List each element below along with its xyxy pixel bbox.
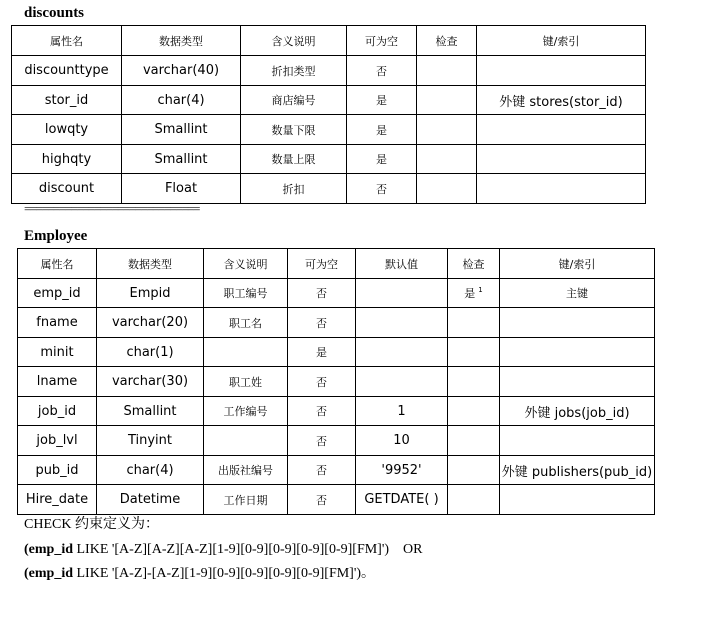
cell-type: char(4) (122, 86, 241, 115)
cell-key (500, 426, 655, 456)
cell-description: 数量下限 (241, 115, 347, 145)
cell-description: 商店编号 (241, 86, 347, 115)
employee-header-row (18, 249, 655, 279)
header-key-index: 键/索引 (477, 26, 646, 56)
cell-nullable: 是 (347, 115, 417, 145)
cell-nullable: 否 (288, 279, 356, 308)
cell-key: 外键 publishers(pub_id) (500, 456, 655, 485)
check-constraint-heading: CHECK 约束定义为： (24, 517, 159, 532)
cell-type: Empid (97, 279, 204, 308)
header-description: 含义说明 (241, 26, 347, 56)
cell-type: varchar(40) (122, 56, 241, 86)
cell-check (448, 308, 500, 338)
cell-nullable: 否 (347, 56, 417, 86)
check-pattern: LIKE '[A-Z][A-Z][A-Z][1-9][0-9][0-9][0-9][0-9][FM]') OR (73, 542, 423, 557)
cell-key (477, 115, 646, 145)
footnote-marker: 1 (478, 286, 483, 295)
cell-description: 出版社编号 (204, 456, 288, 485)
cell-check (417, 115, 477, 145)
table-row (18, 397, 655, 426)
cell-type: Tinyint (97, 426, 204, 456)
cell-type: char(1) (97, 338, 204, 367)
header-check: 检查 (448, 249, 500, 279)
cell-key: 外键 stores(stor_id) (477, 86, 646, 115)
cell-description: 折扣 (241, 174, 347, 204)
cell-name: lowqty (12, 115, 122, 145)
cell-check (448, 397, 500, 426)
cell-name: discount (12, 174, 122, 204)
cell-name: highqty (12, 145, 122, 174)
cell-type: Smallint (97, 397, 204, 426)
cell-description: 职工姓 (204, 367, 288, 397)
cell-nullable: 否 (288, 397, 356, 426)
cell-check (417, 86, 477, 115)
header-check: 检查 (417, 26, 477, 56)
table-row (12, 86, 646, 115)
cell-key: 外键 jobs(job_id) (500, 397, 655, 426)
cell-check (417, 56, 477, 86)
check-constraint-line-2 (24, 565, 375, 583)
cell-name: minit (18, 338, 97, 367)
table-row (12, 115, 646, 145)
cell-key (477, 174, 646, 204)
discounts-header-row (12, 26, 646, 56)
cell-type: varchar(30) (97, 367, 204, 397)
table-row (18, 308, 655, 338)
cell-check (448, 279, 500, 308)
header-nullable: 可为空 (347, 26, 417, 56)
employee-table (17, 248, 655, 515)
cell-key (500, 338, 655, 367)
cell-key (500, 367, 655, 397)
cell-default (356, 338, 448, 367)
check-field: (emp_id (24, 542, 73, 557)
cell-check (448, 367, 500, 397)
cell-type: char(4) (97, 456, 204, 485)
cell-nullable: 否 (288, 485, 356, 515)
cell-description (204, 338, 288, 367)
cell-check (448, 456, 500, 485)
table-row (18, 456, 655, 485)
cell-nullable: 是 (347, 145, 417, 174)
header-data-type: 数据类型 (122, 26, 241, 56)
header-default: 默认值 (356, 249, 448, 279)
cell-key: 主键 (500, 279, 655, 308)
cell-key (500, 485, 655, 515)
cell-default (356, 308, 448, 338)
cell-nullable: 否 (288, 456, 356, 485)
check-field: (emp_id (24, 566, 73, 581)
table-row (12, 145, 646, 174)
table-row (18, 485, 655, 515)
separator-line: ============================== (24, 201, 199, 216)
cell-type: Float (122, 174, 241, 204)
cell-check (448, 485, 500, 515)
header-attribute-name: 属性名 (12, 26, 122, 56)
table-row (18, 426, 655, 456)
cell-name: lname (18, 367, 97, 397)
cell-description: 折扣类型 (241, 56, 347, 86)
table-row (12, 56, 646, 86)
cell-name: job_lvl (18, 426, 97, 456)
cell-description: 工作编号 (204, 397, 288, 426)
cell-name: job_id (18, 397, 97, 426)
check-constraint-line-1 (24, 541, 422, 559)
cell-nullable: 否 (288, 426, 356, 456)
cell-name: fname (18, 308, 97, 338)
cell-name: emp_id (18, 279, 97, 308)
cell-default (356, 367, 448, 397)
cell-nullable: 是 (347, 86, 417, 115)
table-row (18, 279, 655, 308)
check-pattern: LIKE '[A-Z]-[A-Z][1-9][0-9][0-9][0-9][0-9][FM]')。 (73, 566, 376, 581)
cell-name: stor_id (12, 86, 122, 115)
cell-description: 数量上限 (241, 145, 347, 174)
cell-nullable: 否 (347, 174, 417, 204)
cell-type: Datetime (97, 485, 204, 515)
cell-nullable: 是 (288, 338, 356, 367)
header-key-index: 键/索引 (500, 249, 655, 279)
discounts-table (11, 25, 646, 204)
table-row (12, 174, 646, 204)
employee-title: Employee (24, 228, 88, 244)
table-row (18, 367, 655, 397)
table-row (18, 338, 655, 367)
cell-description (204, 426, 288, 456)
check-value: 是 (464, 287, 476, 300)
cell-type: varchar(20) (97, 308, 204, 338)
cell-description: 职工编号 (204, 279, 288, 308)
cell-default: 1 (356, 397, 448, 426)
cell-check (417, 145, 477, 174)
cell-default: 10 (356, 426, 448, 456)
cell-default: GETDATE( ) (356, 485, 448, 515)
cell-key (500, 308, 655, 338)
cell-description: 职工名 (204, 308, 288, 338)
cell-type: Smallint (122, 115, 241, 145)
cell-name: Hire_date (18, 485, 97, 515)
cell-nullable: 否 (288, 308, 356, 338)
cell-default: '9952' (356, 456, 448, 485)
header-attribute-name: 属性名 (18, 249, 97, 279)
header-data-type: 数据类型 (97, 249, 204, 279)
cell-description: 工作日期 (204, 485, 288, 515)
discounts-title: discounts (24, 5, 85, 21)
cell-check (448, 338, 500, 367)
cell-check (417, 174, 477, 204)
cell-nullable: 否 (288, 367, 356, 397)
cell-check (448, 426, 500, 456)
cell-key (477, 145, 646, 174)
header-description: 含义说明 (204, 249, 288, 279)
header-nullable: 可为空 (288, 249, 356, 279)
cell-name: discounttype (12, 56, 122, 86)
cell-key (477, 56, 646, 86)
cell-type: Smallint (122, 145, 241, 174)
cell-name: pub_id (18, 456, 97, 485)
cell-default (356, 279, 448, 308)
